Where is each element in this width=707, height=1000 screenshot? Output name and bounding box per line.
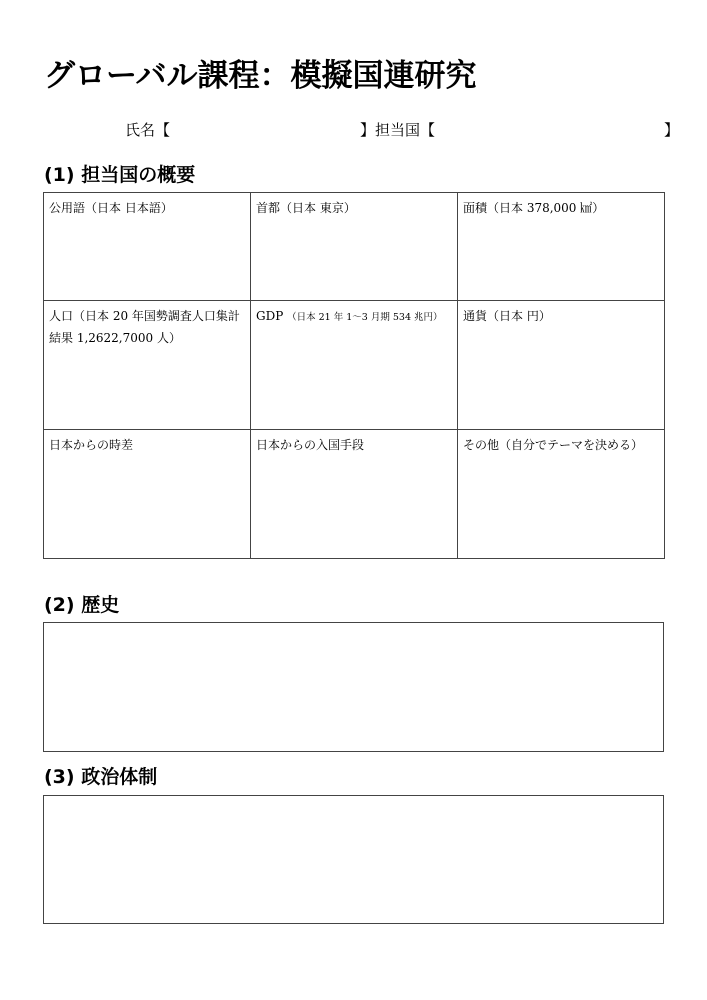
cell-gdp[interactable] (251, 301, 458, 430)
cell-label: 通貨（日本 円） (463, 309, 551, 323)
name-label: 氏名【 (125, 121, 171, 139)
cell-note: （日本 21 年 1～3 月期 534 兆円） (287, 312, 443, 323)
cell-area[interactable] (458, 193, 665, 301)
page-title: グローバル課程：模擬国連研究 (44, 58, 477, 94)
politics-answer-box[interactable] (43, 795, 664, 924)
cell-label: その他（自分でテーマを決める） (463, 438, 644, 452)
name-close-country-label: 】担当国【 (360, 121, 436, 139)
overview-heading: (1) 担当国の概要 (44, 164, 196, 186)
history-heading: (2) 歴史 (44, 594, 120, 616)
cell-label: 日本からの入国手段 (256, 438, 365, 452)
cell-label: 面積（日本 378,000 ㎢） (463, 201, 605, 215)
cell-population[interactable] (44, 301, 251, 430)
cell-label: 日本からの時差 (49, 438, 134, 452)
cell-entry-method[interactable] (251, 430, 458, 559)
politics-heading: (3) 政治体制 (44, 766, 158, 788)
cell-label: 人口（日本 20 年国勢調査人口集計結果 1,2622,7000 人） (49, 309, 240, 345)
history-answer-box[interactable] (43, 622, 664, 752)
table-row (44, 430, 665, 559)
overview-table (43, 192, 665, 559)
cell-time-difference[interactable] (44, 430, 251, 559)
cell-label: 公用語（日本 日本語） (49, 201, 173, 215)
country-close-bracket: 】 (664, 121, 680, 139)
table-row (44, 301, 665, 430)
name-country-row (0, 116, 707, 140)
table-row (44, 193, 665, 301)
cell-currency[interactable] (458, 301, 665, 430)
cell-label: GDP (256, 309, 288, 323)
cell-label: 首都（日本 東京） (256, 201, 356, 215)
cell-capital[interactable] (251, 193, 458, 301)
cell-official-language[interactable] (44, 193, 251, 301)
cell-other[interactable] (458, 430, 665, 559)
